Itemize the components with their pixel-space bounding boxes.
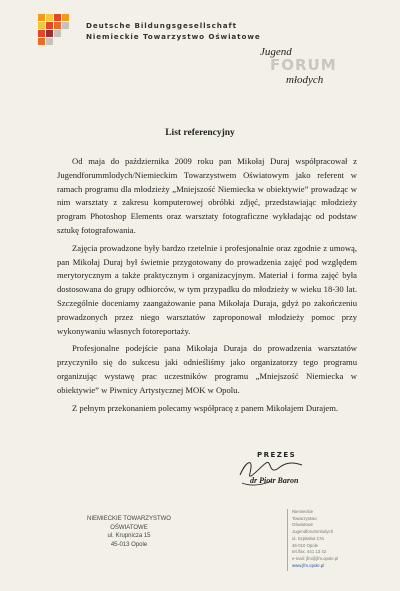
logo-square: [62, 14, 69, 21]
footer-email: e-mail: jfm@jfm.opole.pl: [292, 555, 339, 561]
logo-square: [46, 30, 53, 37]
stamp-line: ul. Krupnicza 15: [107, 533, 151, 539]
logo-icon: [38, 14, 68, 44]
letter-body: [57, 155, 357, 419]
logo-square: [38, 14, 45, 21]
footer-line: Towarzystwo: [292, 515, 317, 521]
logo-square: [46, 38, 53, 45]
logo-square: [38, 38, 45, 45]
forum-logo-mlodych: młodych: [286, 74, 324, 86]
org-name-polish: Niemieckie Towarzystwo Oświatowe: [86, 32, 261, 41]
signature-block: [232, 451, 352, 491]
jugend-forum-logo: [258, 46, 348, 96]
organization-stamp: [79, 515, 179, 549]
stamp-line: 45-013 Opole: [110, 541, 148, 548]
footer-line: Oświatowe: [292, 522, 314, 528]
footer-line: Jugendforummlodych: [292, 529, 334, 535]
forum-logo-forum: FORUM: [270, 56, 337, 74]
stamp-line: OŚWIATOWE: [110, 524, 148, 531]
handwritten-signature-icon: [232, 453, 352, 493]
forum-logo-jugend: Jugend: [260, 46, 292, 58]
stamp-line: NIEMIECKIE TOWARZYSTWO: [87, 516, 171, 522]
organization-name: [86, 20, 261, 42]
paragraph: Profesjonalne podejście pana Mikołaja Duraja do prowadzenia warsztatów przyczyniło się do sukcesu jaki odnieśliśmy jako organizatorzy tego programu organizując wystawę prac uczestników programu „Mniejszość Niemiecka w obiektywie” w Piwnicy Artystycznej MOK w Opolu.: [57, 343, 357, 395]
logo-square: [54, 30, 61, 37]
paragraph: Z pełnym przekonaniem polecamy współpracę z panem Mikołajem Durajem.: [72, 402, 339, 413]
footer-divider: [287, 509, 288, 571]
footer-contact: [292, 509, 352, 569]
letter-title: List referencyjny: [165, 128, 235, 138]
footer-line: ul. Szpitalna 17a: [292, 535, 324, 541]
logo-square: [46, 14, 53, 21]
footer-line: 45-010 Opole: [292, 542, 319, 548]
footer-line: Niemieckie: [292, 509, 314, 514]
signatory-role: PREZES: [257, 451, 297, 459]
logo-square: [54, 22, 61, 29]
org-name-german: Deutsche Bildungsgesellschaft: [86, 21, 237, 30]
logo-square: [62, 22, 69, 29]
paragraph: Od maja do października 2009 roku pan Mikołaj Duraj współpracował z Jugendforummlodych/Niemieckim Towarzystwem Oświatowym jako referent w ramach programu dla młodzieży „Mniejszość Niemiecka w obiektywie” prowadząc w nim warsztaty z zakresu komputerowej obróbki zdjęć, przedstawiając młodzieży program Photoshop Elements oraz warsztaty fotograficzne wykładając od podstaw sztukę fotografowania.: [57, 156, 357, 235]
logo-square: [46, 22, 53, 29]
logo-square: [38, 22, 45, 29]
logo-square: [54, 14, 61, 21]
footer-line: tel./fax. 441 13 42: [292, 549, 327, 555]
website-link[interactable]: www.jfm.opole.pl: [292, 562, 325, 568]
signatory-name: dr Piotr Baron: [250, 476, 299, 485]
logo-square: [38, 30, 45, 37]
paragraph: Zajęcia prowadzone były bardzo rzetelnie i profesjonalnie oraz zgodnie z umową, pan Mikołaj Duraj był świetnie przygotowany do prowadzenia zajęć pod względem merytorycznym a także praktycznym i organizacyjnym. Materiał i forma zajęć była dostosowana do grupy odbiorców, w tym przypadku do młodzieży w wieku 18-30 lat. Szczególnie doceniamy zaangażowanie pana Mikołaja Duraja, gdyż po zakończeniu prowadzonych przez niego warsztatów zaproponował młodzieży pomoc przy wykonywaniu własnych fotoreportaży.: [57, 242, 357, 336]
